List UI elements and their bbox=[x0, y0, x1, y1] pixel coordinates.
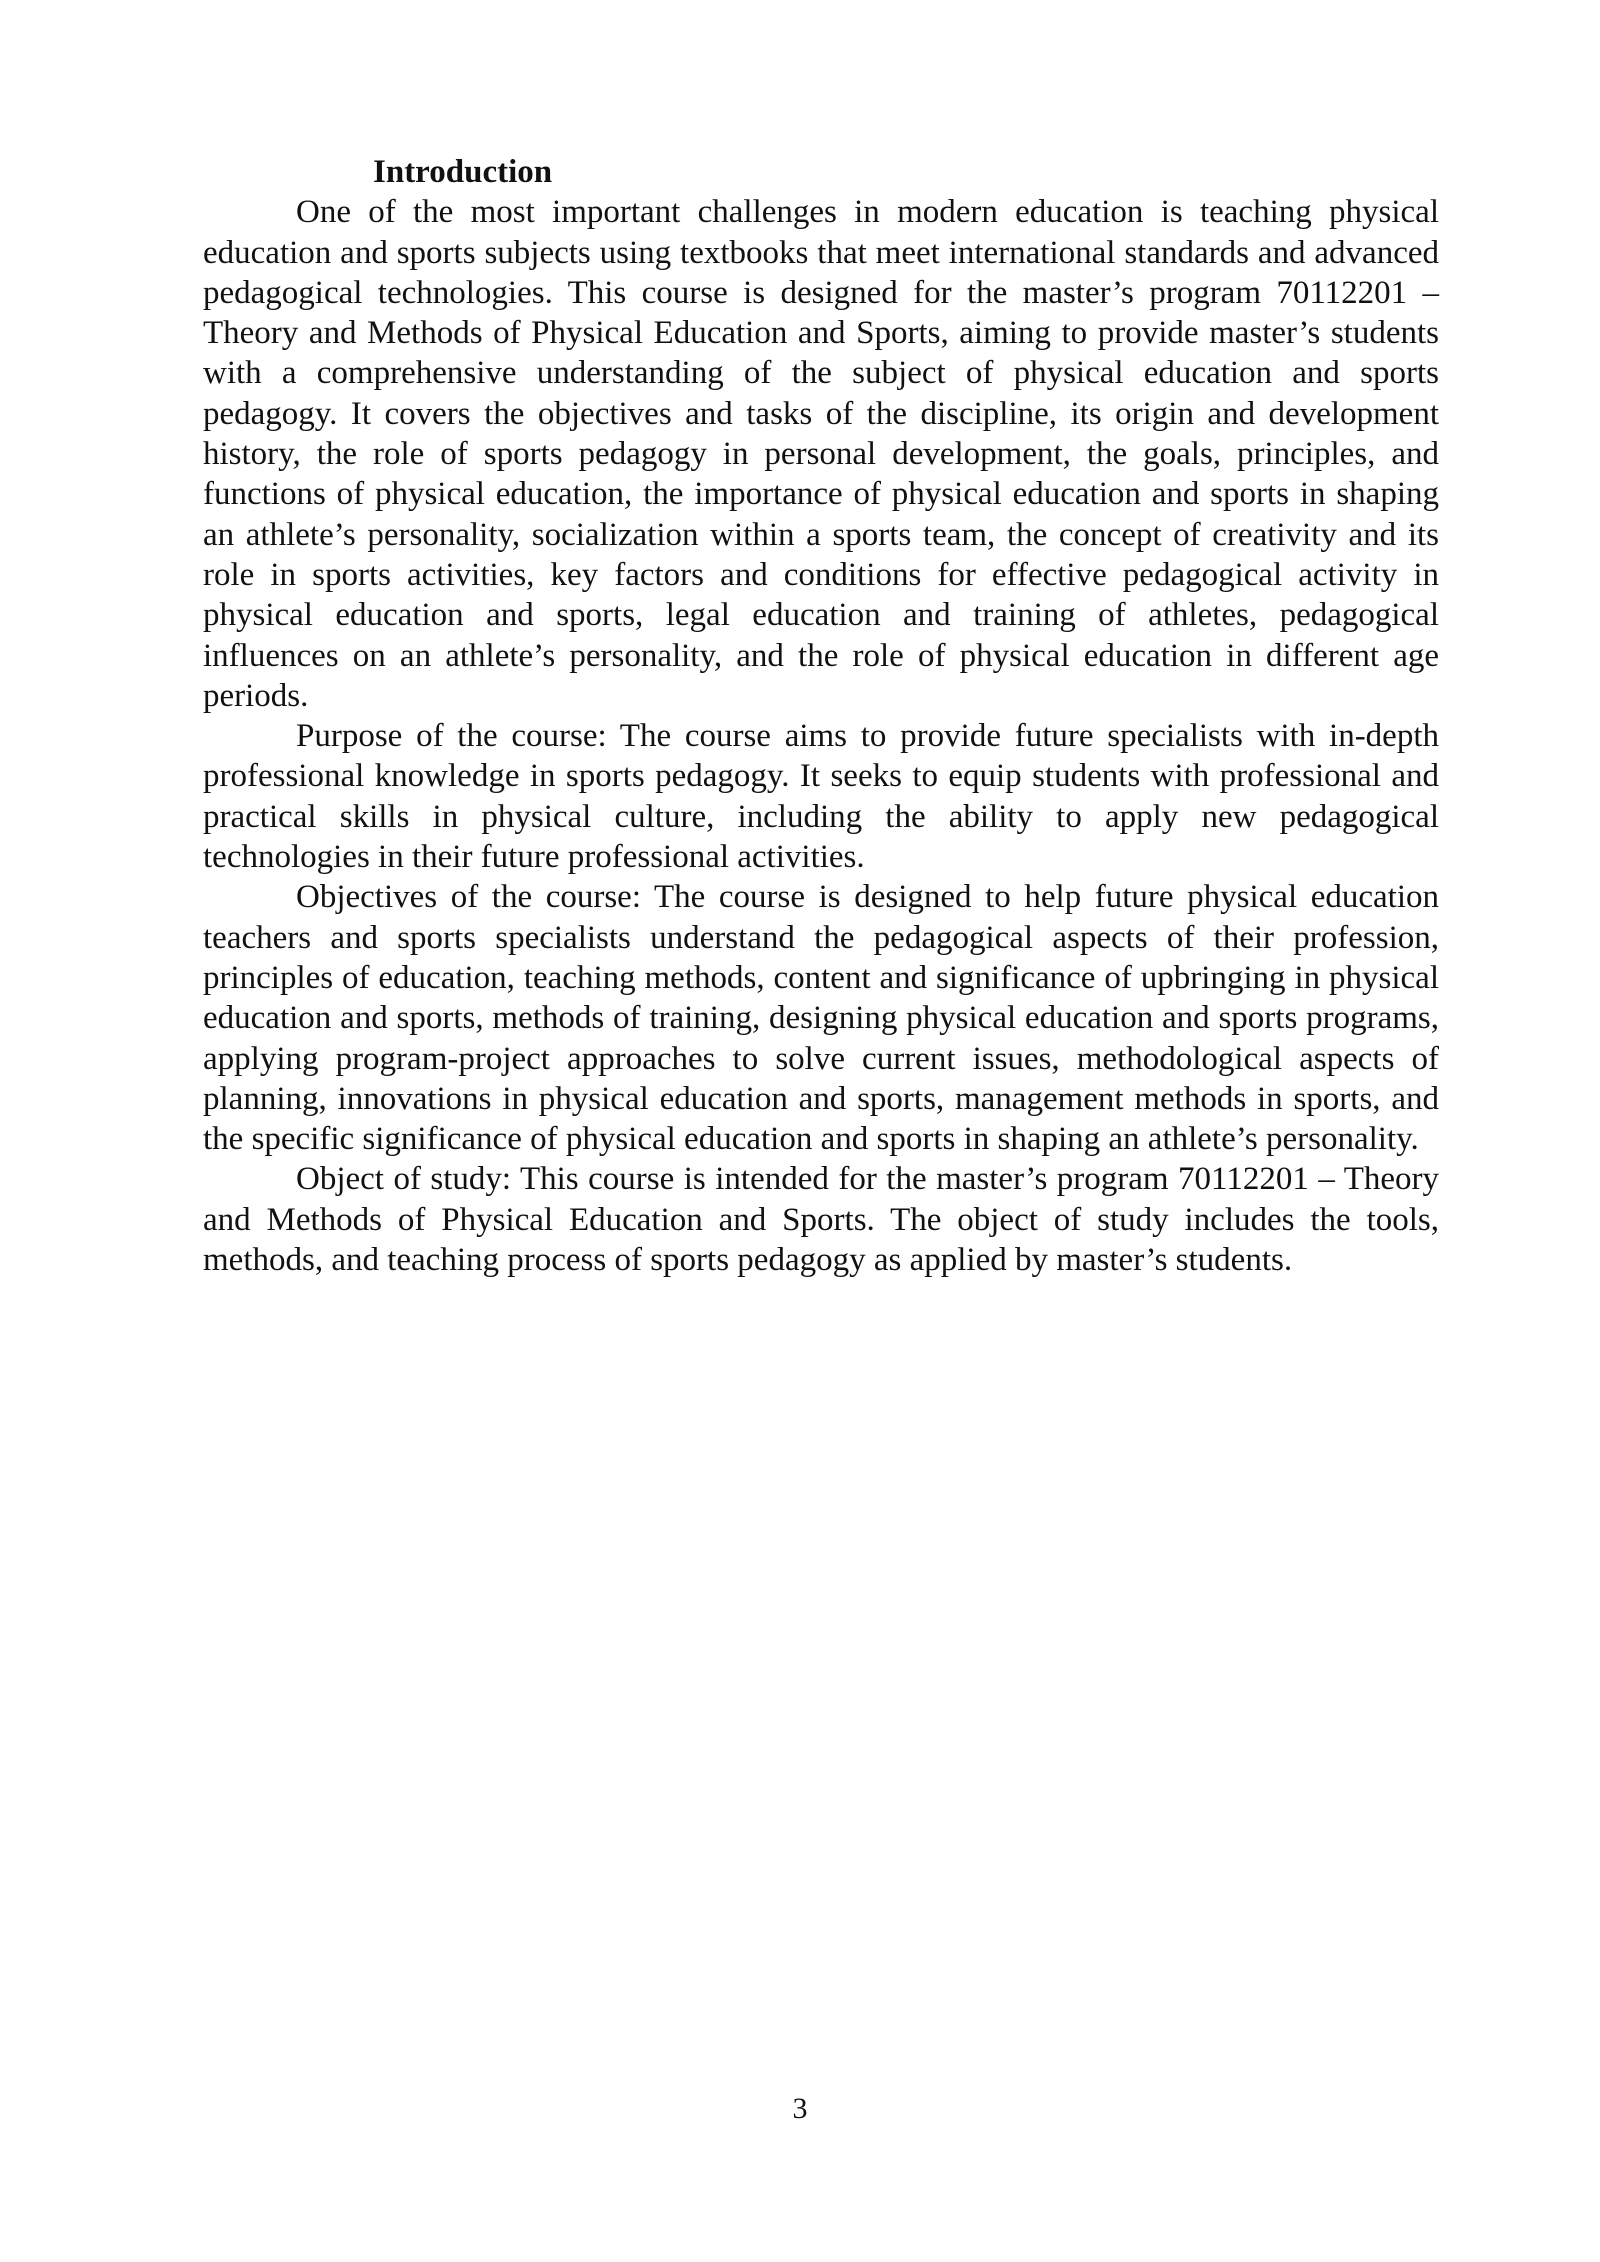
section-heading: Introduction bbox=[373, 154, 553, 190]
paragraph-object-of-study: Object of study: This course is intended for the master’s program 70112201 – Theory and Methods of Physical Education and Sports. The object of study includes the tools, methods, and teaching process of sports pedagogy as applied by master’s students. bbox=[203, 1161, 1439, 1279]
page-body bbox=[203, 152, 1439, 1280]
paragraph-purpose: Purpose of the course: The course aims to provide future specialists with in-depth professional knowledge in sports pedagogy. It seeks to equip students with professional and practical skills in physical culture, including the ability to apply new pedagogical technologies in their future professional activities. bbox=[203, 718, 1439, 876]
page-number: 3 bbox=[792, 2092, 808, 2125]
paragraph-introduction: One of the most important challenges in modern education is teaching physical education and sports subjects using textbooks that meet international standards and advanced pedagogical technologies. This course is designed for the master’s program 70112201 – Theory and Methods of Physical Education and Sports, aiming to provide master’s students with a comprehensive understanding of the subject of physical education and sports pedagogy. It covers the objectives and tasks of the discipline, its origin and development history, the role of sports pedagogy in personal development, the goals, principles, and functions of physical education, the importance of physical education and sports in shaping an athlete’s personality, socialization within a sports team, the concept of creativity and its role in sports activities, key factors and conditions for effective pedagogical activity in physical education and sports, legal education and training of athletes, pedagogical influences on an athlete’s personality, and the role of physical education in different age periods. bbox=[203, 194, 1439, 714]
paragraph-objectives: Objectives of the course: The course is designed to help future physical education teachers and sports specialists understand the pedagogical aspects of their profession, principles of education, teaching methods, content and significance of upbringing in physical education and sports, methods of training, designing physical education and sports programs, applying program-project approaches to solve current issues, methodological aspects of planning, innovations in physical education and sports, management methods in sports, and the specific significance of physical education and sports in shaping an athlete’s personality. bbox=[203, 879, 1439, 1158]
